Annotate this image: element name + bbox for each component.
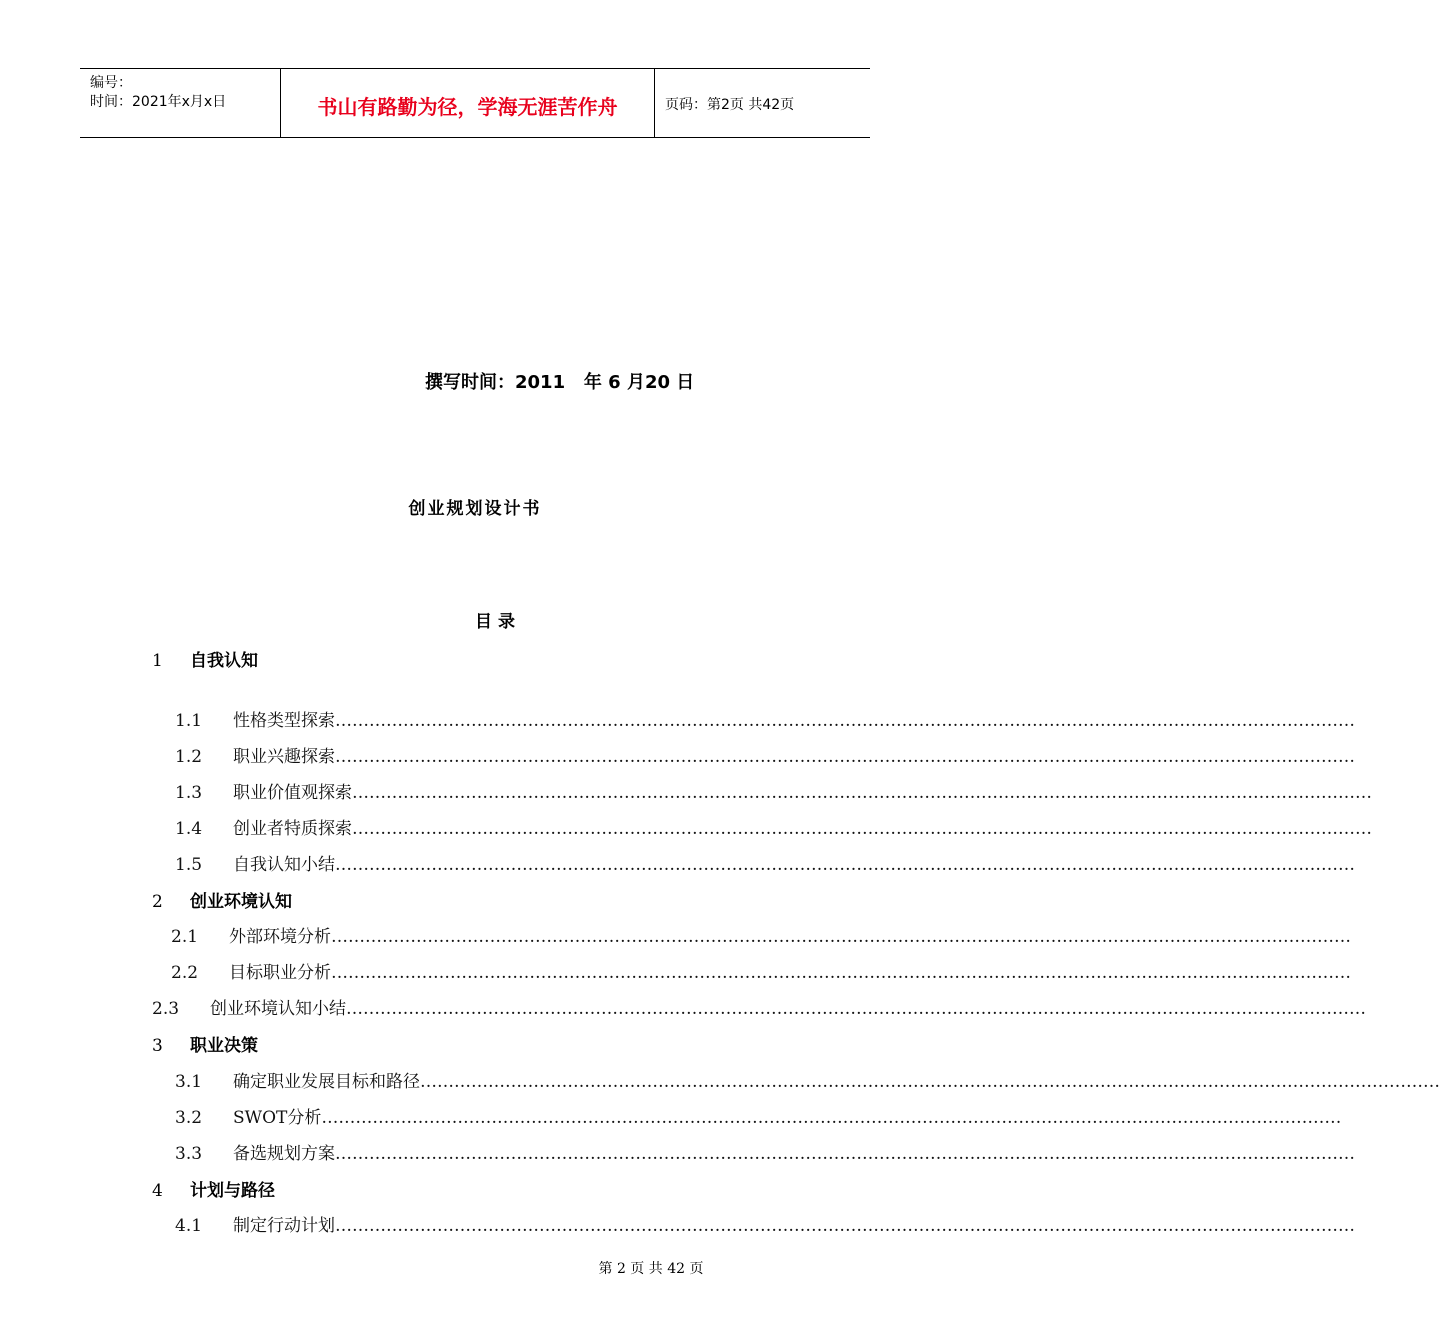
toc-entry[interactable] xyxy=(175,778,1372,803)
page-header xyxy=(80,68,870,138)
toc-entry-number: 1.5 xyxy=(175,855,203,875)
toc-section-number: 2 xyxy=(152,892,163,912)
toc-section-number: 3 xyxy=(152,1036,163,1056)
toc-section-title: 创业环境认知 xyxy=(190,892,292,912)
toc-entry-number: 4.1 xyxy=(175,1216,203,1236)
toc-leader-dots: ……………………………………………………………………………………………………………………………………………………………… xyxy=(420,1072,1440,1092)
toc-entry-title: 备选规划方案 xyxy=(233,1144,335,1164)
toc-entry[interactable] xyxy=(175,706,1355,731)
toc-leader-dots: ……………………………………………………………………………………………………………………………………………………………… xyxy=(352,819,1372,839)
toc-leader-dots: ……………………………………………………………………………………………………………………………………………………………… xyxy=(331,927,1351,947)
toc-leader-dots: ……………………………………………………………………………………………………………………………………………………………… xyxy=(335,747,1355,767)
header-motto: 书山有路勤为径，学海无涯苦作舟 xyxy=(317,95,618,119)
toc-leader-dots: ……………………………………………………………………………………………………………………………………………………………… xyxy=(352,783,1372,803)
toc-entry-number: 2.3 xyxy=(152,999,180,1019)
toc-section-title: 计划与路径 xyxy=(190,1181,275,1201)
toc-leader-dots: ……………………………………………………………………………………………………………………………………………………………… xyxy=(331,963,1351,983)
toc-leader-dots: ……………………………………………………………………………………………………………………………………………………………… xyxy=(335,1144,1355,1164)
toc-entry-number: 3.3 xyxy=(175,1144,203,1164)
header-motto-cell xyxy=(281,69,655,137)
toc-entry-title: 确定职业发展目标和路径 xyxy=(233,1072,420,1092)
toc-entry[interactable] xyxy=(171,922,1351,947)
toc-entry-number: 2.1 xyxy=(171,927,199,947)
toc-section-number: 4 xyxy=(152,1181,163,1201)
toc-leader-dots: ……………………………………………………………………………………………………………………………………………………………… xyxy=(335,855,1355,875)
toc-entry-title: 制定行动计划 xyxy=(233,1216,335,1236)
toc-entry-number: 1.4 xyxy=(175,819,203,839)
toc-entry[interactable] xyxy=(152,994,1366,1019)
toc-entry-title: 职业价值观探索 xyxy=(233,783,352,803)
toc-entry[interactable] xyxy=(175,814,1372,839)
toc-section-title: 职业决策 xyxy=(190,1036,258,1056)
time-label: 时间：2021年x月x日 xyxy=(90,94,227,110)
number-label: 编号： xyxy=(90,75,132,91)
toc-entry[interactable] xyxy=(175,850,1355,875)
page-footer: 第 2 页 共 42 页 xyxy=(598,1261,704,1277)
toc-entry-number: 2.2 xyxy=(171,963,199,983)
toc-leader-dots: ……………………………………………………………………………………………………………………………………………………………… xyxy=(335,711,1355,731)
toc-entry-number: 3.1 xyxy=(175,1072,203,1092)
header-page-cell xyxy=(655,69,870,137)
toc-entry-title: 性格类型探索 xyxy=(233,711,335,731)
toc-entry-title: 职业兴趣探索 xyxy=(233,747,335,767)
toc-section-number: 1 xyxy=(152,651,163,671)
toc-entry-number: 3.2 xyxy=(175,1108,203,1128)
toc-leader-dots: ……………………………………………………………………………………………………………………………………………………………… xyxy=(335,1216,1355,1236)
header-meta-cell xyxy=(80,69,281,137)
document-title: 创业规划设计书 xyxy=(408,499,542,519)
toc-entry-title: 目标职业分析 xyxy=(229,963,331,983)
toc-entry-title: 外部环境分析 xyxy=(229,927,331,947)
toc-leader-dots: ……………………………………………………………………………………………………………………………………………………………… xyxy=(346,999,1366,1019)
toc-entry[interactable] xyxy=(175,1139,1355,1164)
toc-entry-number: 1.1 xyxy=(175,711,203,731)
toc-entry[interactable] xyxy=(171,958,1351,983)
toc-section[interactable] xyxy=(152,646,258,671)
toc-section[interactable] xyxy=(152,1176,275,1201)
toc-entry[interactable] xyxy=(175,1067,1440,1092)
toc-entry-title: 自我认知小结 xyxy=(233,855,335,875)
toc-leader-dots: ……………………………………………………………………………………………………………………………………………………………… xyxy=(321,1108,1342,1128)
write-time: 撰写时间：2011 年 6 月20 日 xyxy=(425,372,695,393)
toc-entry-title: 创业者特质探索 xyxy=(233,819,352,839)
toc-heading: 目 录 xyxy=(475,612,515,632)
toc-entry-title: 创业环境认知小结 xyxy=(210,999,346,1019)
toc-section-title: 自我认知 xyxy=(190,651,258,671)
toc-entry[interactable] xyxy=(175,742,1355,767)
toc-entry-title: SWOT分析 xyxy=(233,1108,322,1128)
toc-entry-number: 1.2 xyxy=(175,747,203,767)
header-page-info: 页码：第2页 共42页 xyxy=(665,97,795,113)
toc-section[interactable] xyxy=(152,1031,258,1056)
toc-entry[interactable] xyxy=(175,1103,1342,1128)
toc-section[interactable] xyxy=(152,887,292,912)
toc-entry-number: 1.3 xyxy=(175,783,203,803)
toc-entry[interactable] xyxy=(175,1211,1355,1236)
